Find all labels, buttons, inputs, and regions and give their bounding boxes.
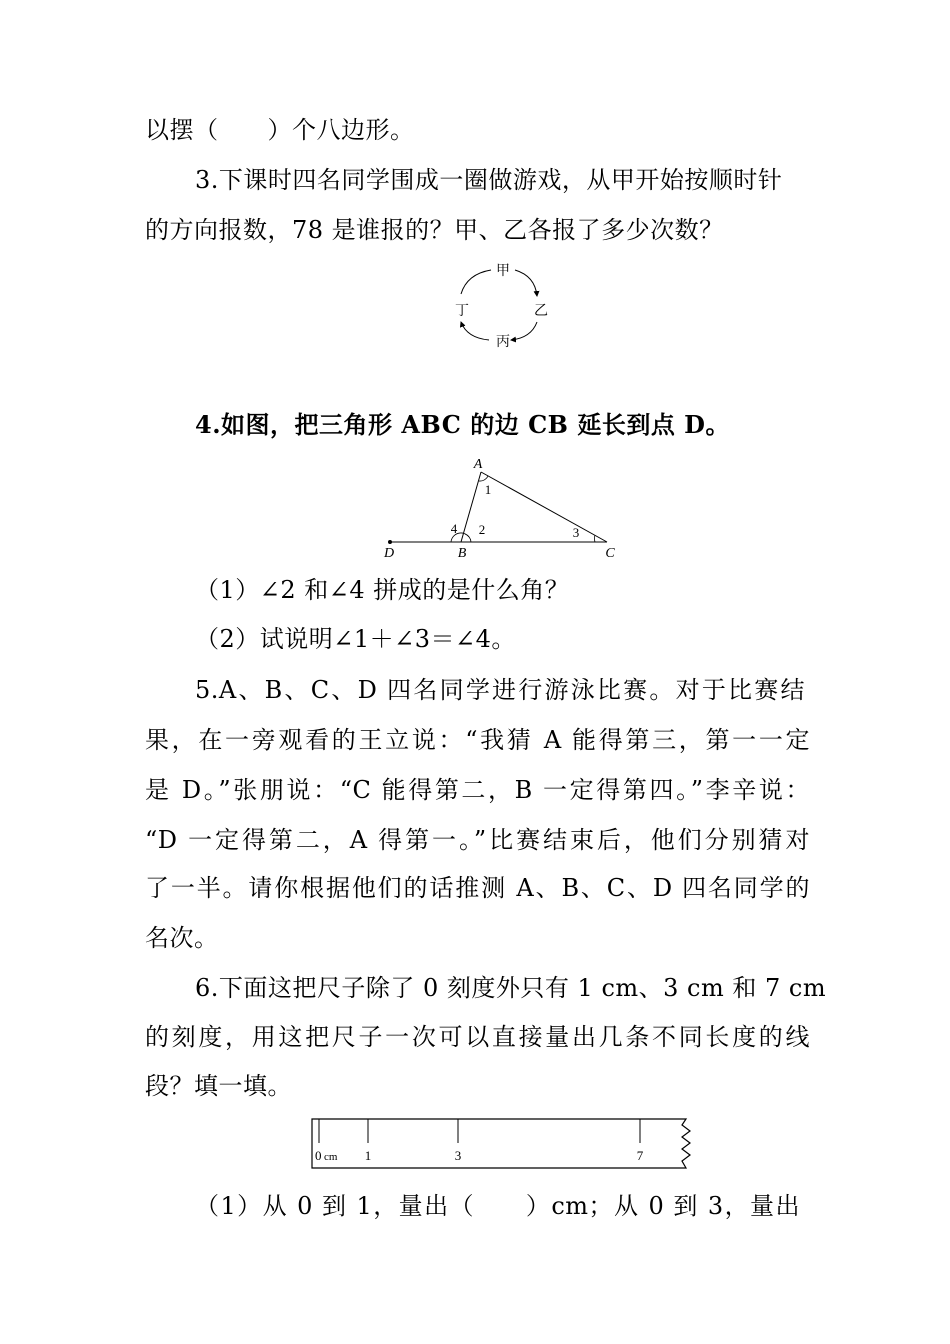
arc-arrow (461, 270, 491, 294)
tick-label-0: 0 (315, 1148, 322, 1163)
question-3-line-2: 的方向报数，78 是谁报的？甲、乙各报了多少次数？ (145, 216, 724, 244)
label-angle-2: 2 (478, 522, 486, 537)
angle-1-arc (479, 476, 488, 481)
question-5-line-4: “D 一定得第二，A 得第一。”比赛结束后，他们分别猜对 (145, 826, 810, 854)
label-a: A (473, 457, 483, 472)
label-b: B (457, 546, 467, 561)
circle-diagram (445, 258, 555, 352)
unit-label: cm (324, 1151, 338, 1163)
question-5-line-2: 果，在一旁观看的王立说：“我猜 A 能得第三，第一一定 (145, 726, 810, 754)
triangle-diagram (375, 453, 625, 563)
ruler-diagram (310, 1116, 700, 1174)
label-d: D (383, 546, 395, 561)
label-ding: 丁 (455, 304, 469, 319)
label-jia: 甲 (496, 264, 510, 279)
question-6-line-2: 的刻度，用这把尺子一次可以直接量出几条不同长度的线 (145, 1023, 810, 1051)
angle-3-arc (594, 535, 595, 542)
question-6-sub-1: （1）从 0 到 1，量出（ ）cm；从 0 到 3，量出 (195, 1192, 800, 1220)
arc-arrow (515, 270, 537, 296)
side-ac (478, 472, 607, 542)
label-angle-3: 3 (572, 525, 580, 540)
text-line: 以摆（ ）个八边形。 (145, 116, 415, 144)
label-bing: 丙 (496, 335, 510, 350)
angle-2-arc (465, 534, 471, 542)
arc-arrow (511, 322, 537, 340)
label-angle-4: 4 (450, 521, 458, 536)
label-c: C (605, 546, 615, 561)
point-d (388, 540, 392, 544)
question-5-line-6: 名次。 (145, 924, 219, 952)
arc-arrow (461, 322, 489, 340)
question-5-line-1: 5.A、B、C、D 四名同学进行游泳比赛。对于比赛结 (195, 676, 805, 704)
question-6-line-1: 6.下面这把尺子除了 0 刻度外只有 1 cm、3 cm 和 7 cm (195, 974, 827, 1002)
label-angle-1: 1 (484, 482, 492, 497)
question-6-line-3: 段？填一填。 (145, 1072, 292, 1100)
tick-label-1: 1 (364, 1148, 372, 1163)
question-4-sub-1: （1）∠2 和∠4 拼成的是什么角？ (195, 576, 570, 604)
question-5-line-3: 是 D。”张朋说：“C 能得第二，B 一定得第四。”李辛说： (145, 776, 810, 804)
tick-label-3: 3 (454, 1148, 462, 1163)
label-yi: 乙 (534, 304, 548, 319)
question-4-title: 4.如图，把三角形 ABC 的边 CB 延长到点 D。 (195, 410, 730, 439)
question-3-line-1: 3.下课时四名同学围成一圈做游戏，从甲开始按顺时针 (195, 166, 783, 194)
question-4-sub-2: （2）试说明∠1＋∠3＝∠4。 (195, 625, 516, 653)
question-5-line-5: 了一半。请你根据他们的话推测 A、B、C、D 四名同学的 (145, 874, 810, 902)
tick-label-7: 7 (636, 1148, 644, 1163)
